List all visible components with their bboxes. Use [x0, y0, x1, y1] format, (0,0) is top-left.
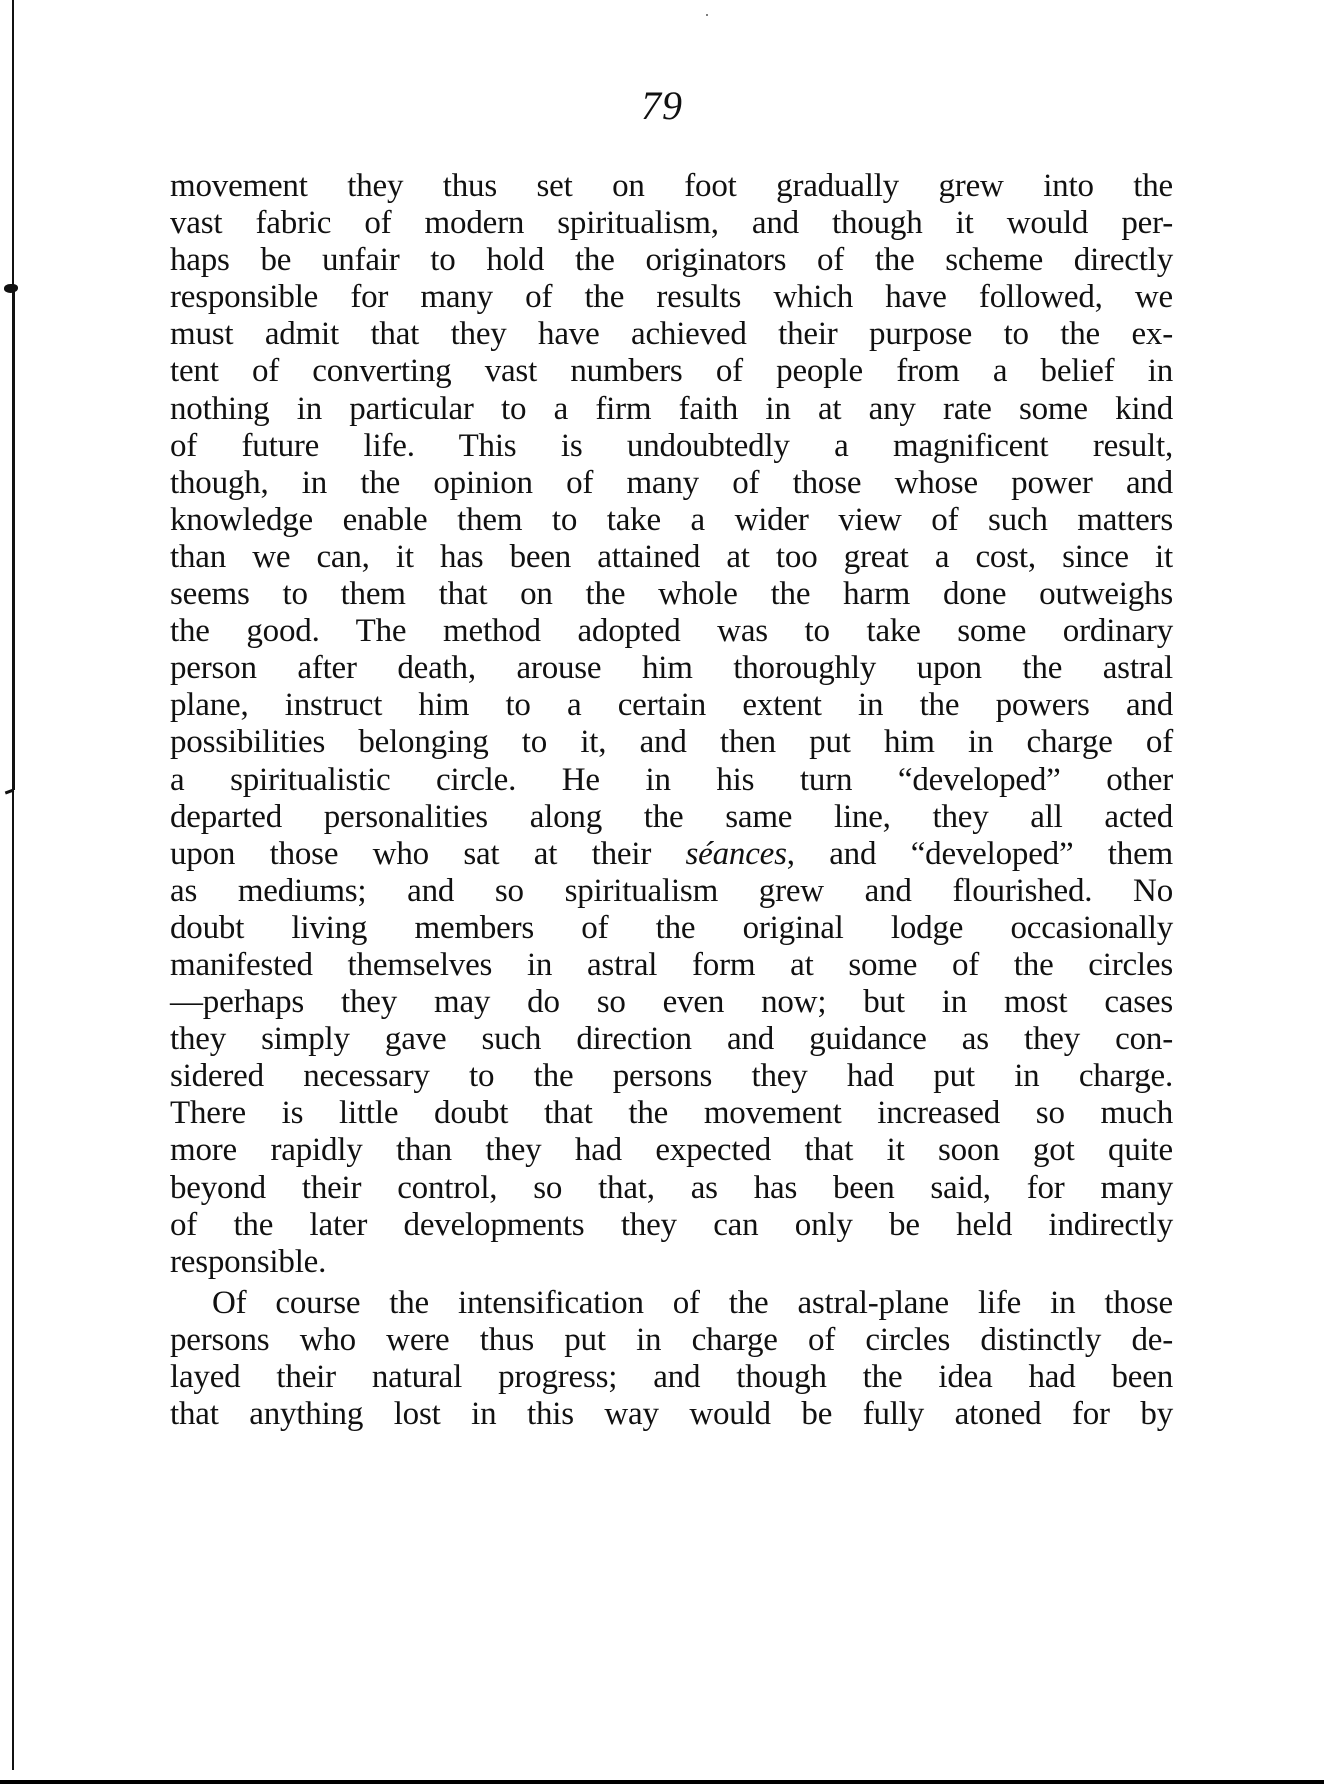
text-line: person after death, arouse him thoroughly upon the astral: [170, 650, 1173, 687]
binding-ink-blot: [4, 284, 18, 293]
text-line: movement they thus set on foot gradually grew into the: [170, 168, 1173, 204]
text-line: though, in the opinion of many of those whose power and: [170, 464, 1173, 501]
text-line: responsible for many of the results which have followed, we: [170, 279, 1173, 316]
text-line: must admit that they have achieved their purpose to the ex-: [170, 316, 1173, 353]
text-line: of the later developments they can only be held indirectly: [170, 1206, 1173, 1243]
text-line: persons who were thus put in charge of circles distinctly de-: [170, 1321, 1173, 1358]
text-line: Of course the intensification of the astral-plane life in those: [212, 1284, 1173, 1321]
text-line: doubt living members of the original lodge occasionally: [170, 909, 1173, 946]
text-line: the good. The method adopted was to take some ordinary: [170, 613, 1173, 650]
body-text: [170, 168, 1173, 1433]
text-line: responsible.: [170, 1243, 327, 1280]
text-line: —perhaps they may do so even now; but in most cases: [170, 984, 1173, 1021]
text-line: knowledge enable them to take a wider view of such matters: [170, 501, 1173, 538]
binding-edge-line-thick: [12, 290, 15, 790]
text-line: a spiritualistic circle. He in his turn “developed” other: [170, 761, 1173, 798]
paragraph-1: [170, 168, 1173, 1281]
text-run: , and “developed” them: [786, 835, 1173, 872]
text-line-with-italic: [170, 836, 1173, 873]
paragraph-2: [170, 1285, 1173, 1433]
text-line: sidered necessary to the persons they had put in charge.: [170, 1058, 1173, 1095]
text-line: haps be unfair to hold the originators of the scheme directly: [170, 242, 1173, 279]
text-line: of future life. This is undoubtedly a magnificent result,: [170, 427, 1173, 464]
text-line: that anything lost in this way would be fully atoned for by: [170, 1396, 1173, 1433]
text-line: There is little doubt that the movement increased so much: [170, 1095, 1173, 1132]
text-line: manifested themselves in astral form at some of the circles: [170, 946, 1173, 983]
italic-term: séances: [685, 835, 787, 872]
scan-speck: [706, 14, 708, 16]
text-line: as mediums; and so spiritualism grew and flourished. No: [170, 872, 1173, 909]
text-run: upon those who sat at their: [170, 835, 686, 872]
text-line: tent of converting vast numbers of people from a belief in: [170, 353, 1173, 390]
text-line: departed personalities along the same line, they all acted: [170, 798, 1173, 835]
text-line: plane, instruct him to a certain extent in the powers and: [170, 687, 1173, 724]
text-line: they simply gave such direction and guidance as they con-: [170, 1021, 1173, 1058]
text-line: seems to them that on the whole the harm done outweighs: [170, 576, 1173, 613]
text-line: layed their natural progress; and though the idea had been: [170, 1359, 1173, 1395]
text-line: more rapidly than they had expected that it soon got quite: [170, 1132, 1173, 1169]
text-line: nothing in particular to a firm faith in at any rate some kind: [170, 390, 1173, 427]
text-line: than we can, it has been attained at too great a cost, since it: [170, 538, 1173, 575]
binding-edge-line: [12, 0, 14, 1770]
scan-bottom-border: [0, 1780, 1324, 1784]
text-line: beyond their control, so that, as has been said, for many: [170, 1169, 1173, 1206]
page-number: 79: [641, 83, 683, 128]
text-line: vast fabric of modern spiritualism, and though it would per-: [170, 205, 1173, 242]
text-line: possibilities belonging to it, and then put him in charge of: [170, 724, 1173, 761]
